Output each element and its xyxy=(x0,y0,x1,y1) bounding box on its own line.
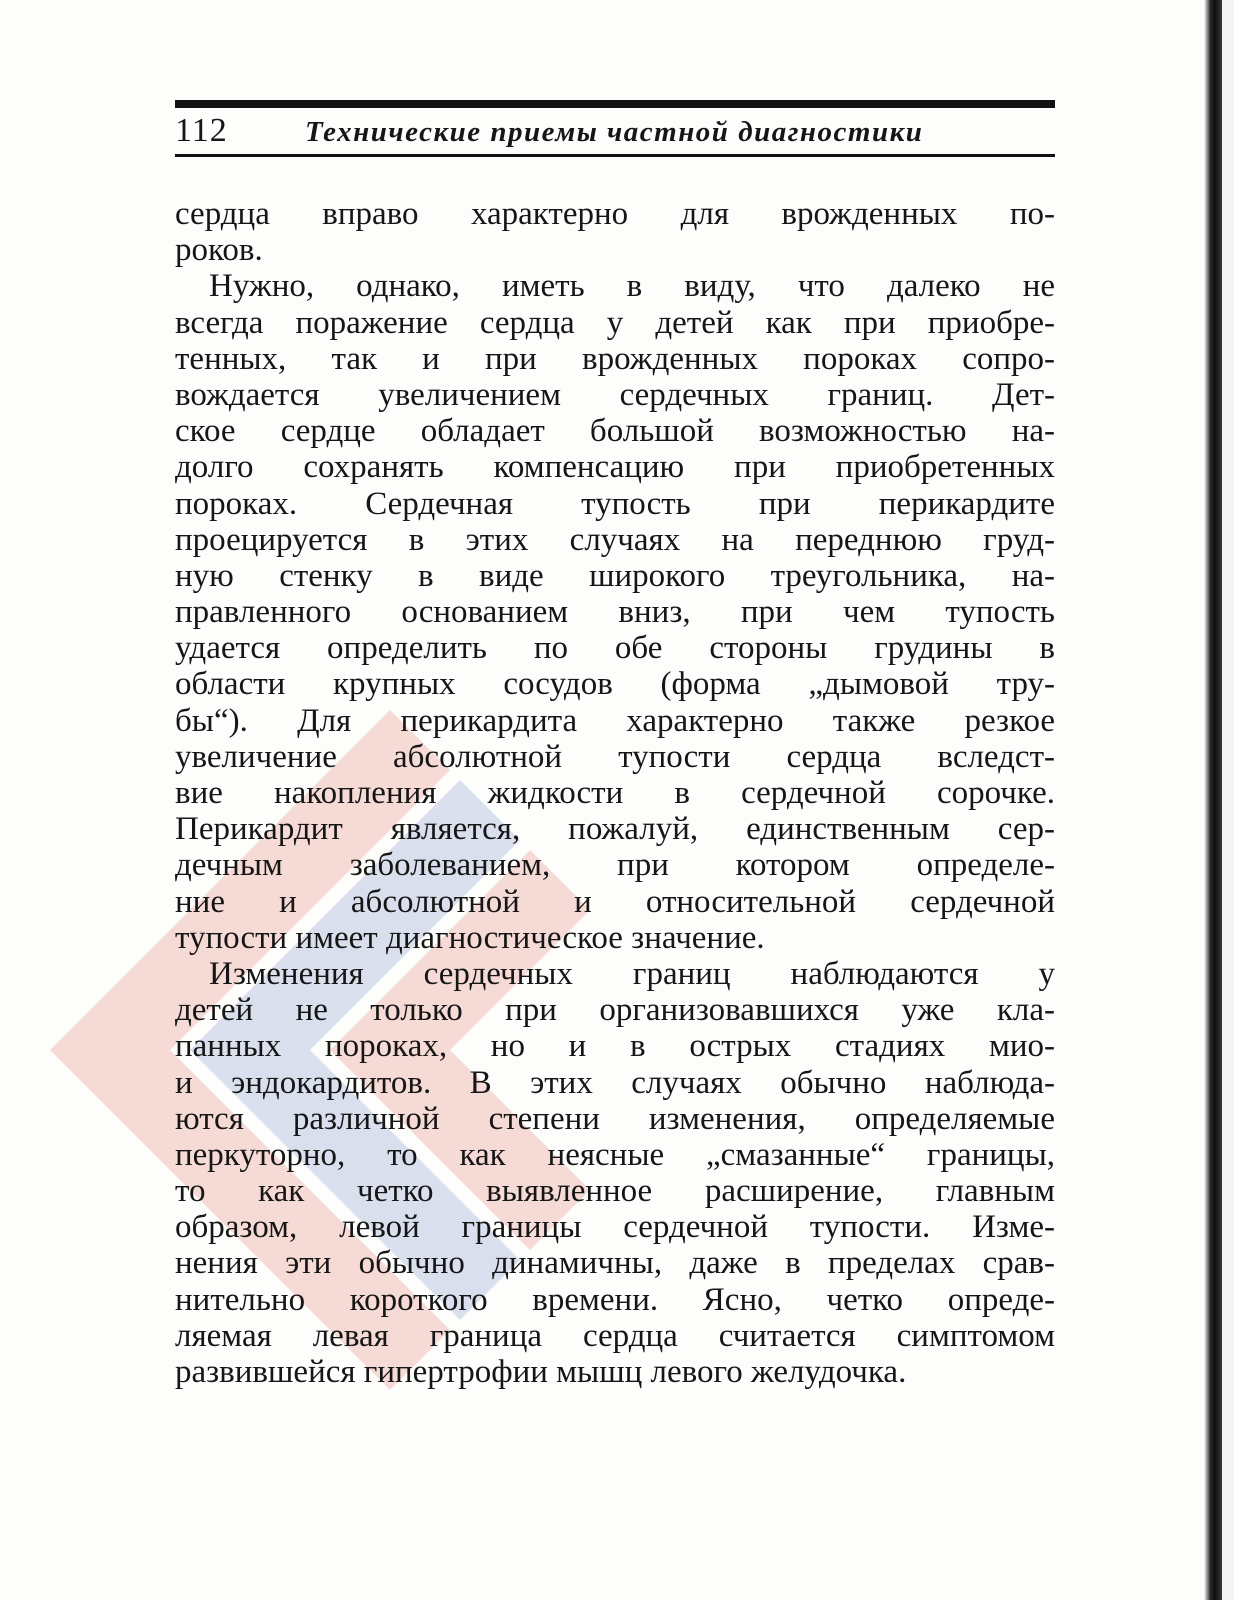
header-bottom-rule xyxy=(175,154,1055,157)
text-line: перкуторно, то как неясные „смазанные“ границы, xyxy=(175,1136,1055,1173)
text-line: и эндокардитов. В этих случаях обычно наблюда- xyxy=(175,1064,1055,1101)
text-line: всегда поражение сердца у детей как при приобре- xyxy=(175,304,1055,341)
text-line: увеличение абсолютной тупости сердца вследст- xyxy=(175,738,1055,775)
text-line: правленного основанием вниз, при чем тупость xyxy=(175,594,1055,631)
header-top-rule xyxy=(175,100,1055,108)
text-line: сердца вправо характерно для врожденных по- xyxy=(175,196,1055,232)
scan-margin xyxy=(1222,0,1234,1600)
text-line: Перикардит является, пожалуй, единственным сер- xyxy=(175,811,1055,848)
text-line: бы“). Для перикардита характерно также резкое xyxy=(175,702,1055,739)
text-line: Нужно, однако, иметь в виду, что далеко не xyxy=(209,268,1055,305)
text-line: панных пороках, но и в острых стадиях мио- xyxy=(175,1028,1055,1065)
text-line: удается определить по обе стороны грудины в xyxy=(175,630,1055,667)
text-line: роков. xyxy=(175,232,263,269)
text-line: ются различной степени изменения, определяемые xyxy=(175,1100,1055,1137)
text-line: вождается увеличением сердечных границ. Дет- xyxy=(175,376,1055,413)
text-line: Изменения сердечных границ наблюдаются у xyxy=(209,955,1055,992)
page-header xyxy=(175,100,1055,160)
text-line: проецируется в этих случаях на переднюю груд- xyxy=(175,521,1055,558)
text-line: вие накопления жидкости в сердечной сорочке. xyxy=(175,775,1055,811)
text-line: ляемая левая граница сердца считается симптомом xyxy=(175,1317,1055,1354)
text-line: области крупных сосудов (форма „дымовой тру- xyxy=(175,666,1055,703)
text-line: детей не только при организовавшихся уже кла- xyxy=(175,992,1055,1029)
text-line: ную стенку в виде широкого треугольника, на- xyxy=(175,557,1055,594)
text-line: пороках. Сердечная тупость при перикардите xyxy=(175,485,1055,522)
text-line: развившейся гипертрофии мышц левого желудочка. xyxy=(175,1354,907,1390)
text-line: нительно короткого времени. Ясно, четко опреде- xyxy=(175,1281,1055,1318)
running-head: Технические приемы частной диагностики xyxy=(305,116,924,148)
text-line: образом, левой границы сердечной тупости. Изме- xyxy=(175,1209,1055,1246)
text-line: то как четко выявленное расширение, главным xyxy=(175,1173,1055,1210)
text-line: тупости имеет диагностическое значение. xyxy=(175,919,765,956)
page-number: 112 xyxy=(175,112,228,149)
text-line: тенных, так и при врожденных пороках сопро- xyxy=(175,340,1055,377)
text-line: ние и абсолютной и относительной сердечной xyxy=(175,883,1055,920)
text-line: ское сердце обладает большой возможностью на- xyxy=(175,413,1055,450)
text-line: нения эти обычно динамичны, даже в пределах срав- xyxy=(175,1245,1055,1282)
book-spine-edge xyxy=(1204,0,1222,1600)
text-line: долго сохранять компенсацию при приобретенных xyxy=(175,449,1055,486)
text-line: дечным заболеванием, при котором определе- xyxy=(175,847,1055,884)
body-text xyxy=(175,196,1055,1390)
